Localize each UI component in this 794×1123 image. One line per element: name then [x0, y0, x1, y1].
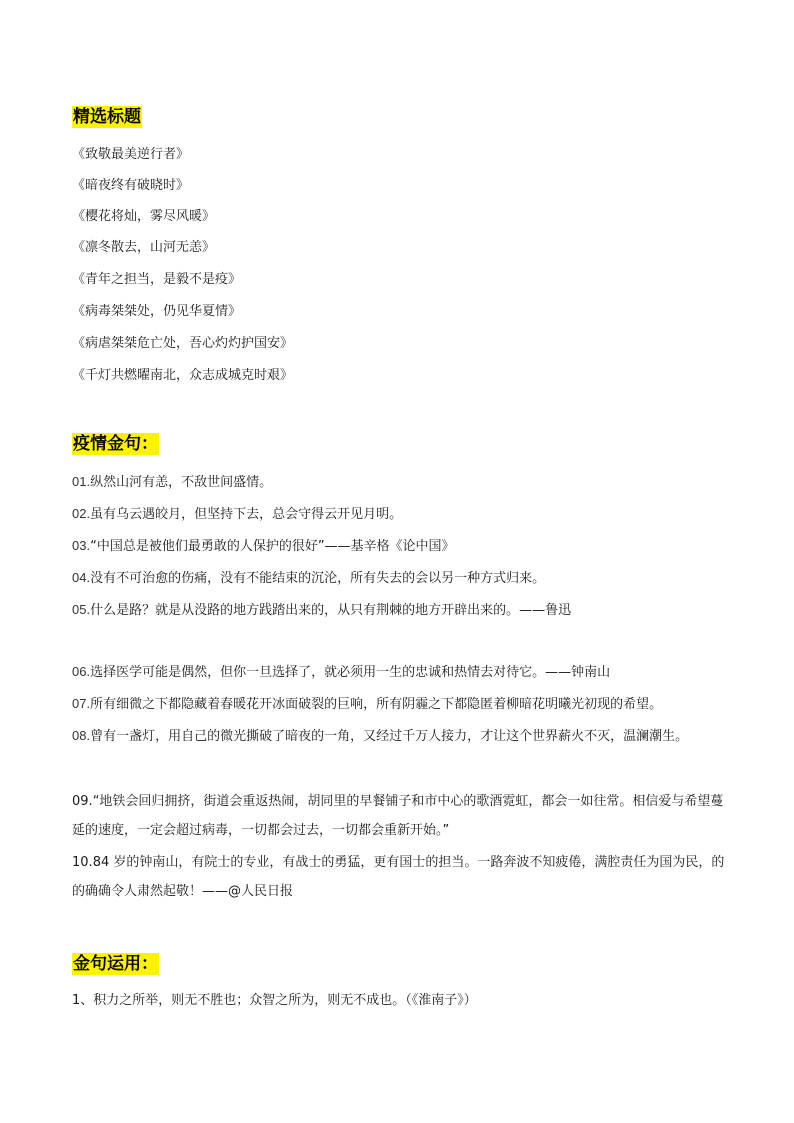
quote-item [72, 473, 272, 492]
title-item: 《暗夜终有破晓时》 [72, 178, 190, 193]
quote-item [72, 727, 688, 746]
quote-number: 09. [72, 794, 93, 809]
quote-item [72, 569, 545, 588]
quote-number: 07. [72, 696, 91, 711]
title-item: 《青年之担当，是毅不是疫》 [72, 272, 242, 287]
quote-text: 选择医学可能是偶然，但你一旦选择了，就必须用一生的忠诚和热情去对待它。——钟南山 [90, 665, 611, 680]
section-heading-usage: 金句运用： [73, 954, 158, 974]
quote-text: “地铁会回归拥挤，街道会重返热闹，胡同里的早餐铺子和市中心的歌酒霓虹，都会一如往常。相信爱与希望蔓延的速度，一定会超过病毒，一切都会过去，一切都会重新开始。” [72, 794, 724, 838]
title-item: 《致敬最美逆行者》 [72, 147, 190, 162]
quote-item-long [72, 787, 732, 845]
quote-number: 04. [72, 570, 91, 585]
section-heading-quotes: 疫情金句： [73, 434, 158, 454]
quote-text: 什么是路？就是从没路的地方践踏出来的，从只有荆棘的地方开辟出来的。——鲁迅 [90, 603, 572, 618]
title-item: 《病毒桀桀处，仍见华夏情》 [72, 304, 242, 319]
quote-text: 纵然山河有恙，不敌世间盛情。 [90, 475, 273, 490]
quote-text: 曾有一盏灯，用自己的微光撕破了暗夜的一角，又经过千万人接力，才让这个世界薪火不灭，温澜潮生。 [90, 729, 689, 744]
quote-item-long [72, 848, 732, 906]
quote-number: 10. [72, 855, 93, 870]
title-item: 《病虐桀桀危亡处，吾心灼灼护国安》 [72, 336, 294, 351]
section-heading-titles: 精选标题 [73, 107, 141, 127]
quote-item [72, 695, 662, 714]
quote-number: 05. [72, 602, 91, 617]
title-item: 《千灯共燃曜南北，众志成城克时艰》 [72, 368, 294, 383]
quote-number: 03. [72, 538, 91, 553]
quote-item [72, 663, 610, 682]
title-item: 《樱花将灿，雾尽风暖》 [72, 209, 216, 224]
quote-number: 06. [72, 664, 91, 679]
quote-item [72, 601, 571, 620]
usage-item: 1、积力之所举，则无不胜也；众智之所为，则无不成也。（《淮南子》） [72, 993, 477, 1008]
quote-text: 虽有乌云遇皎月，但坚持下去，总会守得云开见月明。 [90, 507, 403, 522]
quote-number: 08. [72, 728, 91, 743]
quote-text: “中国总是被他们最勇敢的人保护的很好”——基辛格《论中国》 [90, 539, 455, 554]
quote-item [72, 537, 455, 556]
quote-number: 02. [72, 506, 91, 521]
quote-text: 所有细微之下都隐藏着春暖花开冰面破裂的巨响，所有阴霾之下都隐匿着柳暗花明曦光初现的希望。 [90, 697, 663, 712]
quote-item [72, 505, 402, 524]
quote-number: 01. [72, 474, 91, 489]
quote-text: 没有不可治愈的伤痛，没有不能结束的沉沦，所有失去的会以另一种方式归来。 [90, 571, 546, 586]
quote-text: 84 岁的钟南山，有院士的专业，有战士的勇猛，更有国士的担当。一路奔波不知疲倦，满腔责任为国为民，的的确确令人肃然起敬！——@人民日报 [72, 855, 725, 899]
title-item: 《凛冬散去，山河无恙》 [72, 240, 216, 255]
